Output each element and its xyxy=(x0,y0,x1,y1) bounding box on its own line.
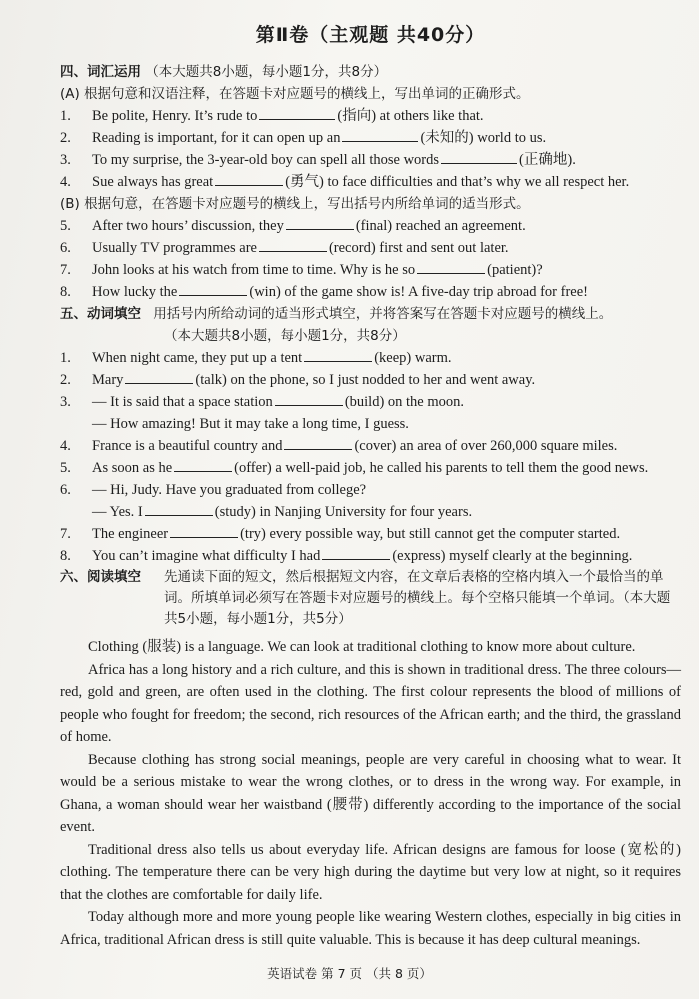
answer-blank xyxy=(342,127,418,142)
section5-items xyxy=(60,347,681,567)
question-number: 7. xyxy=(60,526,71,542)
answer-blank xyxy=(174,457,232,472)
question-item xyxy=(60,281,681,303)
question-text-after: (express) myself clearly at the beginning. xyxy=(392,548,633,564)
question-item xyxy=(60,215,681,237)
question-text: John looks at his watch from time to time. Why is he so xyxy=(92,262,416,278)
section4-title: 四、词汇运用 xyxy=(60,64,141,80)
question-number: 3. xyxy=(60,152,71,168)
question-text-after: (指向) at others like that. xyxy=(337,108,484,124)
question-number: 2. xyxy=(60,372,71,388)
question-text-after: (win) of the game show is! A five-day trip abroad for free! xyxy=(249,284,588,300)
section4-partA-items xyxy=(60,105,681,193)
question-text: Mary xyxy=(92,372,124,388)
question-number: 8. xyxy=(60,548,71,564)
section5-heading xyxy=(60,303,681,325)
question-text-after: (offer) a well-paid job, he called his parents to tell them the good news. xyxy=(234,460,649,476)
question-text: Sue always has great xyxy=(92,174,214,190)
question-item xyxy=(60,259,681,281)
question-text: Be polite, Henry. It’s rude to xyxy=(92,108,258,124)
question-text: Usually TV programmes are xyxy=(92,240,257,256)
question-number: 4. xyxy=(60,174,71,190)
question-item xyxy=(60,391,681,413)
passage-paragraph: Today although more and more young people like wearing Western clothes, especially in big cities in Africa, traditional African dress is still quite valuable. This is because it has deep cultural meanings. xyxy=(60,909,681,948)
question-text-after: (正确地). xyxy=(519,152,576,168)
answer-blank xyxy=(170,523,238,538)
page-footer: 英语试卷 第 7 页 （共 8 页） xyxy=(267,966,432,981)
question-item xyxy=(60,501,681,523)
passage-paragraph: Traditional dress also tells us about everyday life. African designs are famous for loose (宽松的) clothing. The temperature there can be very high during the daytime but very low at night, so it requires that the clothes are comfortable for daily life. xyxy=(60,841,681,903)
section6-instruction: 先通读下面的短文，然后根据短文内容，在文章后表格的空格内填入一个最恰当的单词。所填单词必须写在答题卡对应题号的横线上。每个空格只能填一个单词。（本大题共5小题，每小题1分，共5分） xyxy=(164,569,671,627)
question-item xyxy=(60,435,681,457)
question-item xyxy=(60,545,681,567)
question-number: 3. xyxy=(60,394,71,410)
question-number: 5. xyxy=(60,460,71,476)
question-item xyxy=(60,523,681,545)
question-number: 6. xyxy=(60,482,71,498)
question-text: — How amazing! But it may take a long time, I guess. xyxy=(92,416,409,432)
answer-blank xyxy=(417,259,485,274)
answer-blank xyxy=(215,171,283,186)
question-number: 2. xyxy=(60,130,71,146)
question-text-after: (未知的) world to us. xyxy=(420,130,547,146)
question-text-after: (final) reached an agreement. xyxy=(355,218,526,234)
question-text: Reading is important, for it can open up an xyxy=(92,130,341,146)
answer-blank xyxy=(441,149,517,164)
question-item xyxy=(60,105,681,127)
question-number: 1. xyxy=(60,350,71,366)
section6-title: 六、阅读填空 xyxy=(60,569,141,585)
question-text-after: (cover) an area of over 260,000 square miles. xyxy=(354,438,618,454)
passage-paragraph: Clothing (服装) is a language. We can look at traditional clothing to know more about culture. xyxy=(88,639,636,655)
question-text: — Yes. I xyxy=(92,504,143,520)
question-text-after: (勇气) to face difficulties and that’s why we all respect her. xyxy=(285,174,630,190)
answer-blank xyxy=(125,369,193,384)
section4-partA-instruction: (A) 根据句意和汉语注释，在答题卡对应题号的横线上，写出单词的正确形式。 xyxy=(60,86,530,102)
question-number: 5. xyxy=(60,218,71,234)
question-text: — Hi, Judy. Have you graduated from college? xyxy=(92,482,367,498)
section5-note: （本大题共8小题，每小题1分，共8分） xyxy=(164,328,406,344)
question-text-after: (study) in Nanjing University for four years. xyxy=(214,504,473,520)
answer-blank xyxy=(286,215,354,230)
question-text-after: (record) first and sent out later. xyxy=(328,240,509,256)
question-text: How lucky the xyxy=(92,284,178,300)
question-text: The engineer xyxy=(92,526,169,542)
section5-title: 五、动词填空 xyxy=(60,306,141,322)
question-number: 8. xyxy=(60,284,71,300)
question-text-after: (build) on the moon. xyxy=(344,394,465,410)
reading-passage xyxy=(60,636,681,951)
question-number: 7. xyxy=(60,262,71,278)
question-item xyxy=(60,171,681,193)
section5-instruction: 用括号内所给动词的适当形式填空，并将答案写在答题卡对应题号的横线上。 xyxy=(153,306,613,322)
answer-blank xyxy=(259,105,335,120)
question-number: 1. xyxy=(60,108,71,124)
question-item xyxy=(60,479,681,501)
question-text-after: (patient)? xyxy=(487,262,543,278)
answer-blank xyxy=(259,237,327,252)
answer-blank xyxy=(284,435,352,450)
question-item xyxy=(60,127,681,149)
question-number: 4. xyxy=(60,438,71,454)
question-text-after: (talk) on the phone, so I just nodded to her and went away. xyxy=(195,372,536,388)
question-text: As soon as he xyxy=(92,460,173,476)
question-text: When night came, they put up a tent xyxy=(92,350,303,366)
section4-partB-items xyxy=(60,215,681,303)
question-text: France is a beautiful country and xyxy=(92,438,283,454)
answer-blank xyxy=(179,281,247,296)
question-item xyxy=(60,149,681,171)
question-text: To my surprise, the 3-year-old boy can spell all those words xyxy=(92,152,440,168)
question-item xyxy=(60,369,681,391)
question-item xyxy=(60,413,681,435)
passage-paragraph: Africa has a long history and a rich culture, and this is shown in traditional dress. The three colours—red, gold and green, are often used in the clothing. The first colour represents the blood of millions of people who fought for freedom; the second, rich resources of the African earth; and the third, the grassland of home. xyxy=(60,661,681,745)
page-title: 第Ⅱ卷（主观题 共40分） xyxy=(255,24,486,46)
section4-heading xyxy=(60,61,681,83)
question-text: After two hours’ discussion, they xyxy=(92,218,284,234)
section6-heading xyxy=(60,567,681,630)
answer-blank xyxy=(275,391,343,406)
answer-blank xyxy=(322,545,390,560)
section4-partB-instruction: (B) 根据句意，在答题卡对应题号的横线上，写出括号内所给单词的适当形式。 xyxy=(60,196,530,212)
question-text: You can’t imagine what difficulty I had xyxy=(92,548,321,564)
section4-note: （本大题共8小题，每小题1分，共8分） xyxy=(145,64,388,80)
question-text-after: (try) every possible way, but still cannot get the computer started. xyxy=(240,526,621,542)
answer-blank xyxy=(145,501,213,516)
passage-paragraph: Because clothing has strong social meanings, people are very careful in choosing what to wear. It would be a serious mistake to wear the wrong clothes, or to dress in the wrong way. For example, in Ghana, a woman should wear her waistband (腰带) differently according to the importance of the social event. xyxy=(60,751,681,835)
question-item xyxy=(60,237,681,259)
question-item xyxy=(60,347,681,369)
question-number: 6. xyxy=(60,240,71,256)
question-item xyxy=(60,457,681,479)
answer-blank xyxy=(304,347,372,362)
question-text: — It is said that a space station xyxy=(92,394,273,410)
question-text-after: (keep) warm. xyxy=(374,350,452,366)
